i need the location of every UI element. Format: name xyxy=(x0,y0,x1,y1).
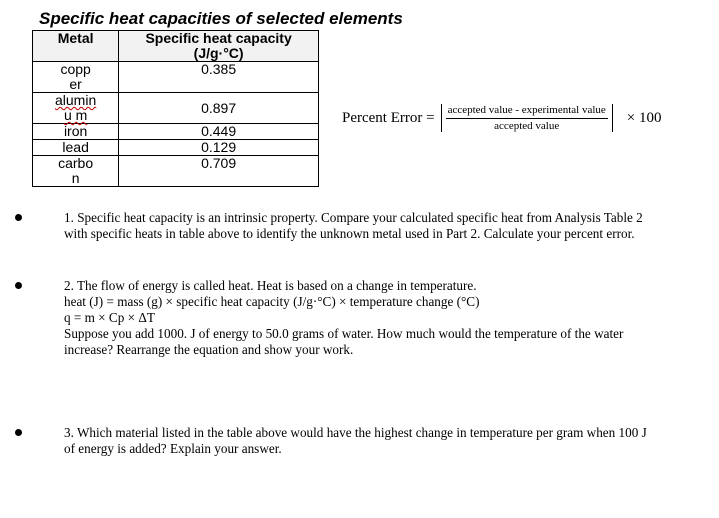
metal-cell: iron xyxy=(33,124,119,140)
question-3-line2: of energy is added? Explain your answer. xyxy=(64,441,282,456)
header-metal: Metal xyxy=(33,31,119,62)
metal-cell xyxy=(33,62,119,93)
question-2-line3: q = m × Cp × ΔT xyxy=(64,310,155,325)
header-capacity-line1: Specific heat capacity xyxy=(145,30,292,46)
question-2-line2: heat (J) = mass (g) × specific heat capacity (J/g·°C) × temperature change (°C) xyxy=(64,294,480,309)
table-row xyxy=(33,156,319,187)
formula-numerator: accepted value - experimental value xyxy=(446,104,608,119)
metal-name-line1: carbo xyxy=(58,155,94,171)
metal-name-line1: alumin xyxy=(55,92,97,108)
question-2 xyxy=(64,278,694,358)
formula-fraction xyxy=(446,104,608,133)
table-row xyxy=(33,62,319,93)
capacity-cell: 0.129 xyxy=(119,140,319,156)
question-3-line1: 3. Which material listed in the table above would have the highest change in temperature per gram when 100 J xyxy=(64,425,647,440)
table-row xyxy=(33,140,319,156)
page-title: Specific heat capacities of selected elements xyxy=(39,9,403,28)
abs-bar-left xyxy=(441,104,442,132)
question-3 xyxy=(64,425,694,457)
metal-cell xyxy=(33,156,119,187)
capacity-cell: 0.385 xyxy=(119,62,319,93)
metal-cell: lead xyxy=(33,140,119,156)
formula-denominator: accepted value xyxy=(494,119,560,132)
bullet-icon xyxy=(15,214,22,221)
table-row xyxy=(33,124,319,140)
metal-name-line1: copp xyxy=(60,61,91,77)
question-2-line1: 2. The flow of energy is called heat. Heat is based on a change in temperature. xyxy=(64,278,477,293)
abs-bar-right xyxy=(612,104,613,132)
metal-cell xyxy=(33,93,119,124)
question-1-line2: with specific heats in table above to identify the unknown metal used in Part 2. Calculate your percent error. xyxy=(64,226,635,241)
formula-lhs: Percent Error = xyxy=(342,109,435,126)
question-1-line1: 1. Specific heat capacity is an intrinsic property. Compare your calculated specific heat from Analysis Table 2 xyxy=(64,210,643,225)
capacity-cell: 0.897 xyxy=(119,93,319,124)
capacity-cell: 0.709 xyxy=(119,156,319,187)
bullet-icon xyxy=(15,282,22,289)
capacity-cell: 0.449 xyxy=(119,124,319,140)
metal-name-line2: er xyxy=(69,76,82,92)
question-2-line5: increase? Rearrange the equation and show your work. xyxy=(64,342,354,357)
specific-heat-table xyxy=(32,30,319,187)
metal-name-line2: u m xyxy=(63,107,88,123)
table-row xyxy=(33,93,319,124)
percent-error-formula xyxy=(342,104,662,132)
header-capacity-line2: (J/g·°C) xyxy=(193,45,244,61)
formula-multiplier: × 100 xyxy=(626,109,662,126)
metal-name-line2: n xyxy=(71,170,80,186)
question-1 xyxy=(64,210,694,242)
bullet-icon xyxy=(15,429,22,436)
table-header-row xyxy=(33,31,319,62)
question-2-line4: Suppose you add 1000. J of energy to 50.0 grams of water. How much would the temperature of the water xyxy=(64,326,624,341)
header-capacity xyxy=(119,31,319,62)
